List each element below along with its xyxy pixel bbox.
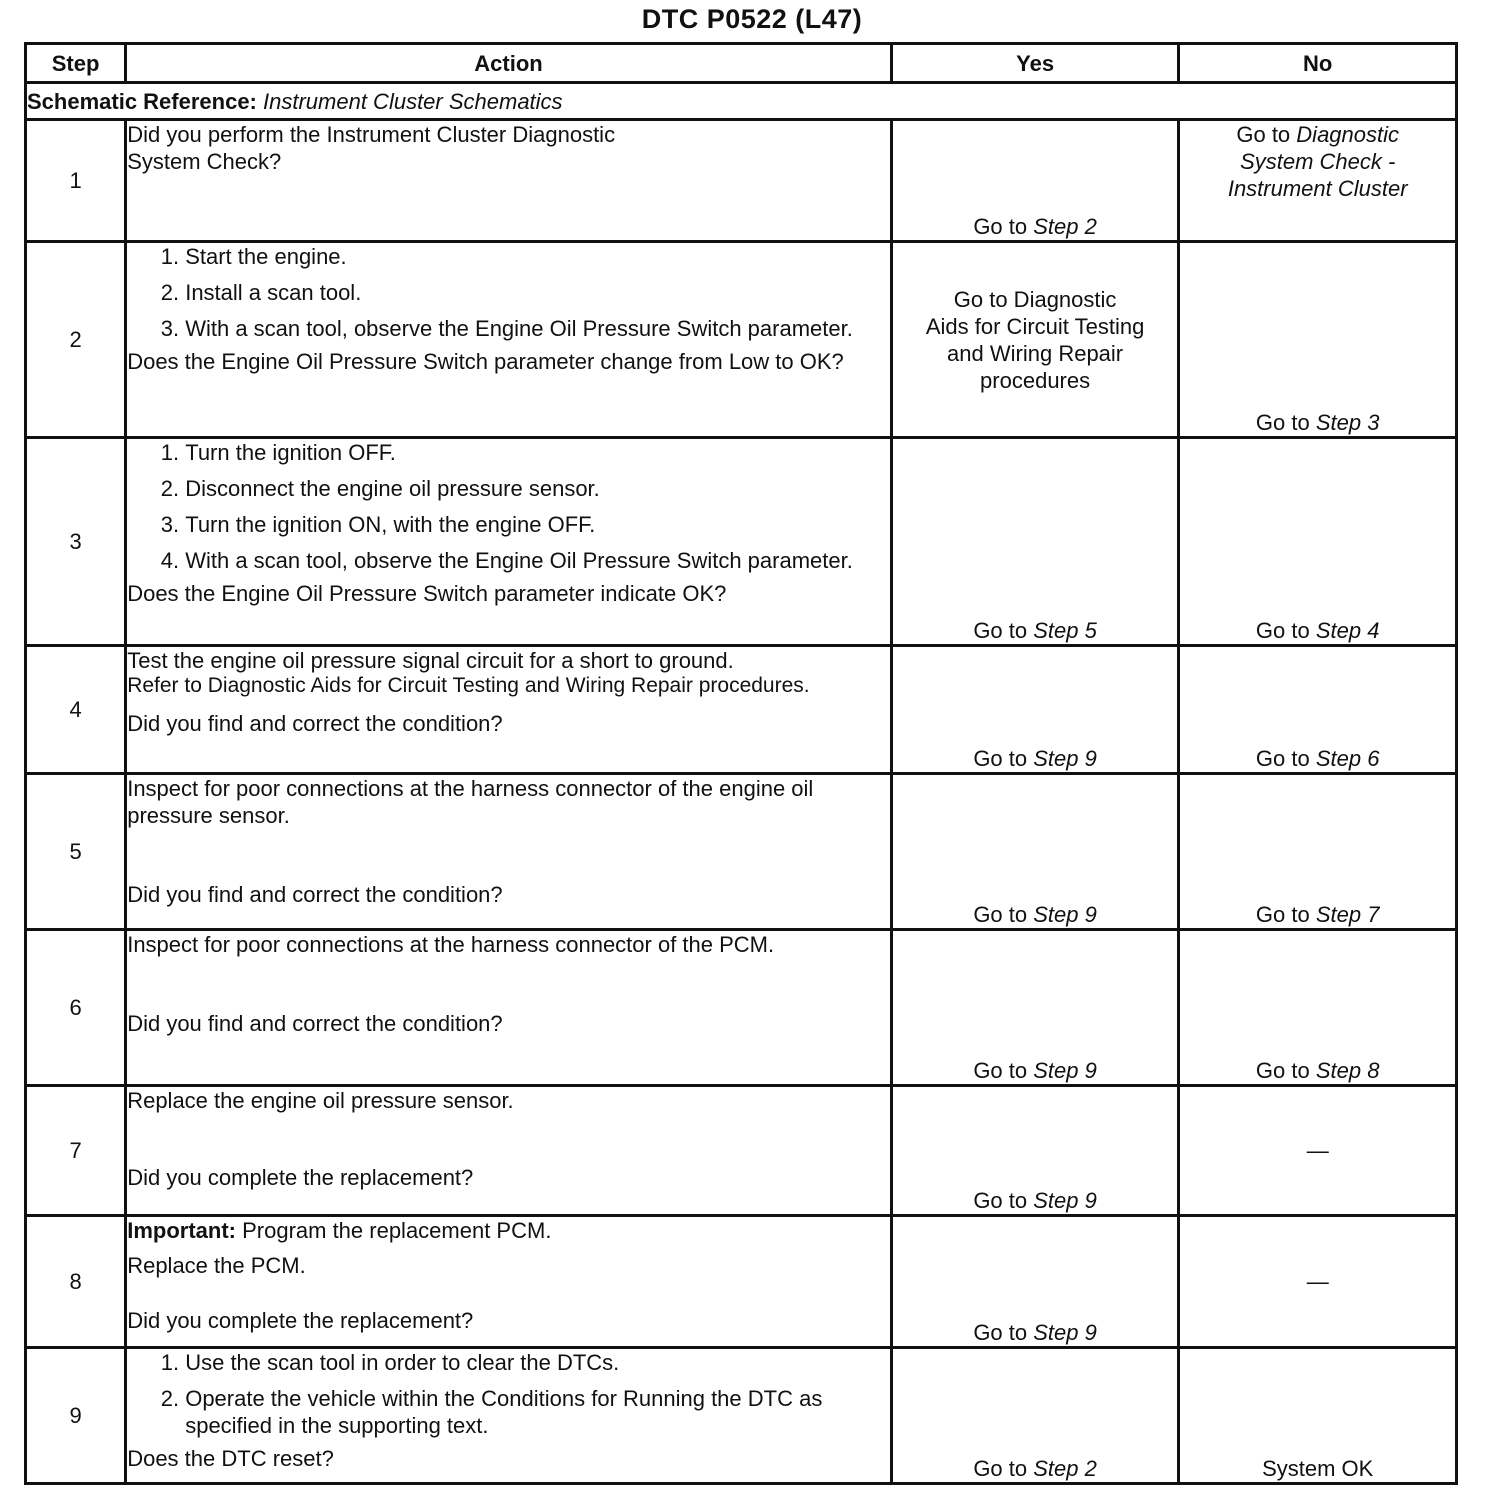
no-cell <box>1179 646 1457 774</box>
no-cell <box>1179 1086 1457 1216</box>
action-text: Refer to Diagnostic Aids for Circuit Testing and Wiring Repair procedures. <box>127 674 810 697</box>
yes-cell <box>891 438 1179 646</box>
reference-link[interactable]: Instrument Cluster <box>1227 176 1408 201</box>
list-item: 1. Use the scan tool in order to clear the DTCs. <box>185 1349 890 1376</box>
action-text: Test the engine oil pressure signal circuit for a short to ground. <box>127 648 734 673</box>
go-to-label: Go to <box>1255 1058 1310 1083</box>
go-to-step-link[interactable]: Step 5 <box>1033 618 1097 643</box>
document-title: DTC P0522 (L47) <box>641 4 863 34</box>
go-to-step-link[interactable]: Step 3 <box>1315 410 1380 435</box>
action-text: Did you perform the Instrument Cluster Diagnostic <box>127 122 616 147</box>
list-item: 4. With a scan tool, observe the Engine Oil Pressure Switch parameter. <box>185 547 890 574</box>
go-to-label: Go to <box>1255 746 1310 771</box>
go-to-step-link[interactable]: Step 8 <box>1315 1058 1380 1083</box>
action-text: Inspect for poor connections at the harness connector of the PCM. <box>127 932 775 957</box>
yes-cell <box>891 1086 1179 1216</box>
yes-cell <box>891 242 1179 438</box>
no-cell <box>1179 1348 1457 1484</box>
step-action <box>126 1086 892 1216</box>
yes-cell <box>891 930 1179 1086</box>
no-cell <box>1179 930 1457 1086</box>
yes-cell <box>891 120 1179 242</box>
step-action <box>126 120 892 242</box>
yes-cell <box>891 774 1179 930</box>
action-question: Does the Engine Oil Pressure Switch parameter indicate OK? <box>127 581 727 606</box>
table-row <box>26 438 1457 646</box>
list-item: 2. Disconnect the engine oil pressure sensor. <box>185 475 890 502</box>
action-question: Does the DTC reset? <box>127 1446 334 1471</box>
go-to-label: Go to <box>1255 902 1310 927</box>
yes-cell <box>891 1348 1179 1484</box>
go-to-step-link[interactable]: Step 4 <box>1315 618 1380 643</box>
go-to-label: Go to <box>973 746 1028 771</box>
yes-text: Go to Diagnostic <box>953 286 1117 312</box>
step-action <box>126 774 892 930</box>
go-to-label: Go to <box>973 1456 1028 1481</box>
action-question: Does the Engine Oil Pressure Switch parameter change from Low to OK? <box>127 349 844 374</box>
go-to-label: Go to <box>973 1058 1028 1083</box>
no-cell <box>1179 438 1457 646</box>
go-to-step-link[interactable]: Step 9 <box>1033 1320 1097 1345</box>
no-cell <box>1179 120 1457 242</box>
no-cell <box>1179 242 1457 438</box>
table-row <box>26 120 1457 242</box>
go-to-step-link[interactable]: Step 9 <box>1033 1058 1097 1083</box>
header-action: Action <box>126 44 892 83</box>
table-row <box>26 646 1457 774</box>
action-question: Did you find and correct the condition? <box>127 882 503 907</box>
list-item: 3. With a scan tool, observe the Engine Oil Pressure Switch parameter. <box>185 315 890 342</box>
list-item: 1. Turn the ignition OFF. <box>185 439 890 466</box>
list-item: 2. Install a scan tool. <box>185 279 890 306</box>
step-action <box>126 1216 892 1348</box>
step-number: 6 <box>26 930 126 1086</box>
step-action <box>126 1348 892 1484</box>
go-to-label: Go to <box>1255 410 1310 435</box>
action-question: Did you complete the replacement? <box>127 1308 474 1333</box>
go-to-step-link[interactable]: Step 6 <box>1315 746 1380 771</box>
reference-link[interactable]: System Check - <box>1240 149 1396 174</box>
table-row <box>26 774 1457 930</box>
action-text: Replace the PCM. <box>127 1253 306 1278</box>
action-text: System Check? <box>127 149 282 174</box>
action-text: Inspect for poor connections at the harness connector of the engine oil pressure sensor. <box>127 776 814 828</box>
go-to-label: Go to <box>1236 122 1291 147</box>
step-number: 7 <box>26 1086 126 1216</box>
go-to-step-link[interactable]: Step 2 <box>1033 1456 1097 1481</box>
schematic-reference-row <box>26 83 1457 120</box>
list-item: 3. Turn the ignition ON, with the engine OFF. <box>185 511 890 538</box>
step-action <box>126 646 892 774</box>
step-number: 8 <box>26 1216 126 1348</box>
action-question: Did you find and correct the condition? <box>127 1011 503 1036</box>
header-no: No <box>1179 44 1457 83</box>
step-number: 9 <box>26 1348 126 1484</box>
important-note <box>127 1217 890 1244</box>
important-text: Program the replacement PCM. <box>242 1218 552 1243</box>
no-action-dash: — <box>1306 1138 1329 1163</box>
yes-text: procedures <box>980 367 1091 393</box>
yes-cell <box>891 646 1179 774</box>
no-cell <box>1179 774 1457 930</box>
system-ok-text: System OK <box>1262 1456 1374 1481</box>
step-number: 1 <box>26 120 126 242</box>
header-row <box>26 44 1457 83</box>
go-to-label: Go to <box>973 1188 1028 1213</box>
go-to-label: Go to <box>973 1320 1028 1345</box>
step-action <box>126 930 892 1086</box>
no-cell <box>1179 1216 1457 1348</box>
go-to-step-link[interactable]: Step 7 <box>1315 902 1380 927</box>
step-number: 3 <box>26 438 126 646</box>
step-action <box>126 438 892 646</box>
yes-text: and Wiring Repair <box>947 340 1124 366</box>
list-item: 2. Operate the vehicle within the Conditions for Running the DTC as specified in the supporting text. <box>185 1385 890 1439</box>
list-item: 1. Start the engine. <box>185 243 890 270</box>
yes-cell <box>891 1216 1179 1348</box>
table-row <box>26 1216 1457 1348</box>
yes-text: Aids for Circuit Testing <box>925 313 1145 339</box>
diagnostic-table <box>24 42 1458 1485</box>
action-text: Replace the engine oil pressure sensor. <box>127 1088 514 1113</box>
table-row <box>26 242 1457 438</box>
header-yes: Yes <box>891 44 1179 83</box>
schematic-reference-label: Schematic Reference: <box>27 88 257 114</box>
table-row <box>26 1348 1457 1484</box>
go-to-step-link[interactable]: Step 9 <box>1033 746 1097 771</box>
go-to-label: Go to <box>973 214 1028 239</box>
schematic-reference-value: Instrument Cluster Schematics <box>263 88 563 114</box>
go-to-label: Go to <box>1255 618 1310 643</box>
go-to-step-link[interactable]: Step 2 <box>1033 214 1097 239</box>
no-action-dash: — <box>1306 1269 1329 1294</box>
step-number: 4 <box>26 646 126 774</box>
header-step: Step <box>26 44 126 83</box>
schematic-reference <box>26 83 1457 120</box>
go-to-step-link[interactable]: Step 9 <box>1033 1188 1097 1213</box>
table-row <box>26 930 1457 1086</box>
step-action <box>126 242 892 438</box>
step-number: 2 <box>26 242 126 438</box>
table-row <box>26 1086 1457 1216</box>
go-to-label: Go to <box>973 618 1028 643</box>
action-question: Did you complete the replacement? <box>127 1165 474 1190</box>
go-to-label: Go to <box>973 902 1028 927</box>
go-to-step-link[interactable]: Step 9 <box>1033 902 1097 927</box>
step-number: 5 <box>26 774 126 930</box>
important-label: Important: <box>127 1218 236 1243</box>
action-question: Did you find and correct the condition? <box>127 711 503 736</box>
reference-link[interactable]: Diagnostic <box>1296 122 1400 147</box>
